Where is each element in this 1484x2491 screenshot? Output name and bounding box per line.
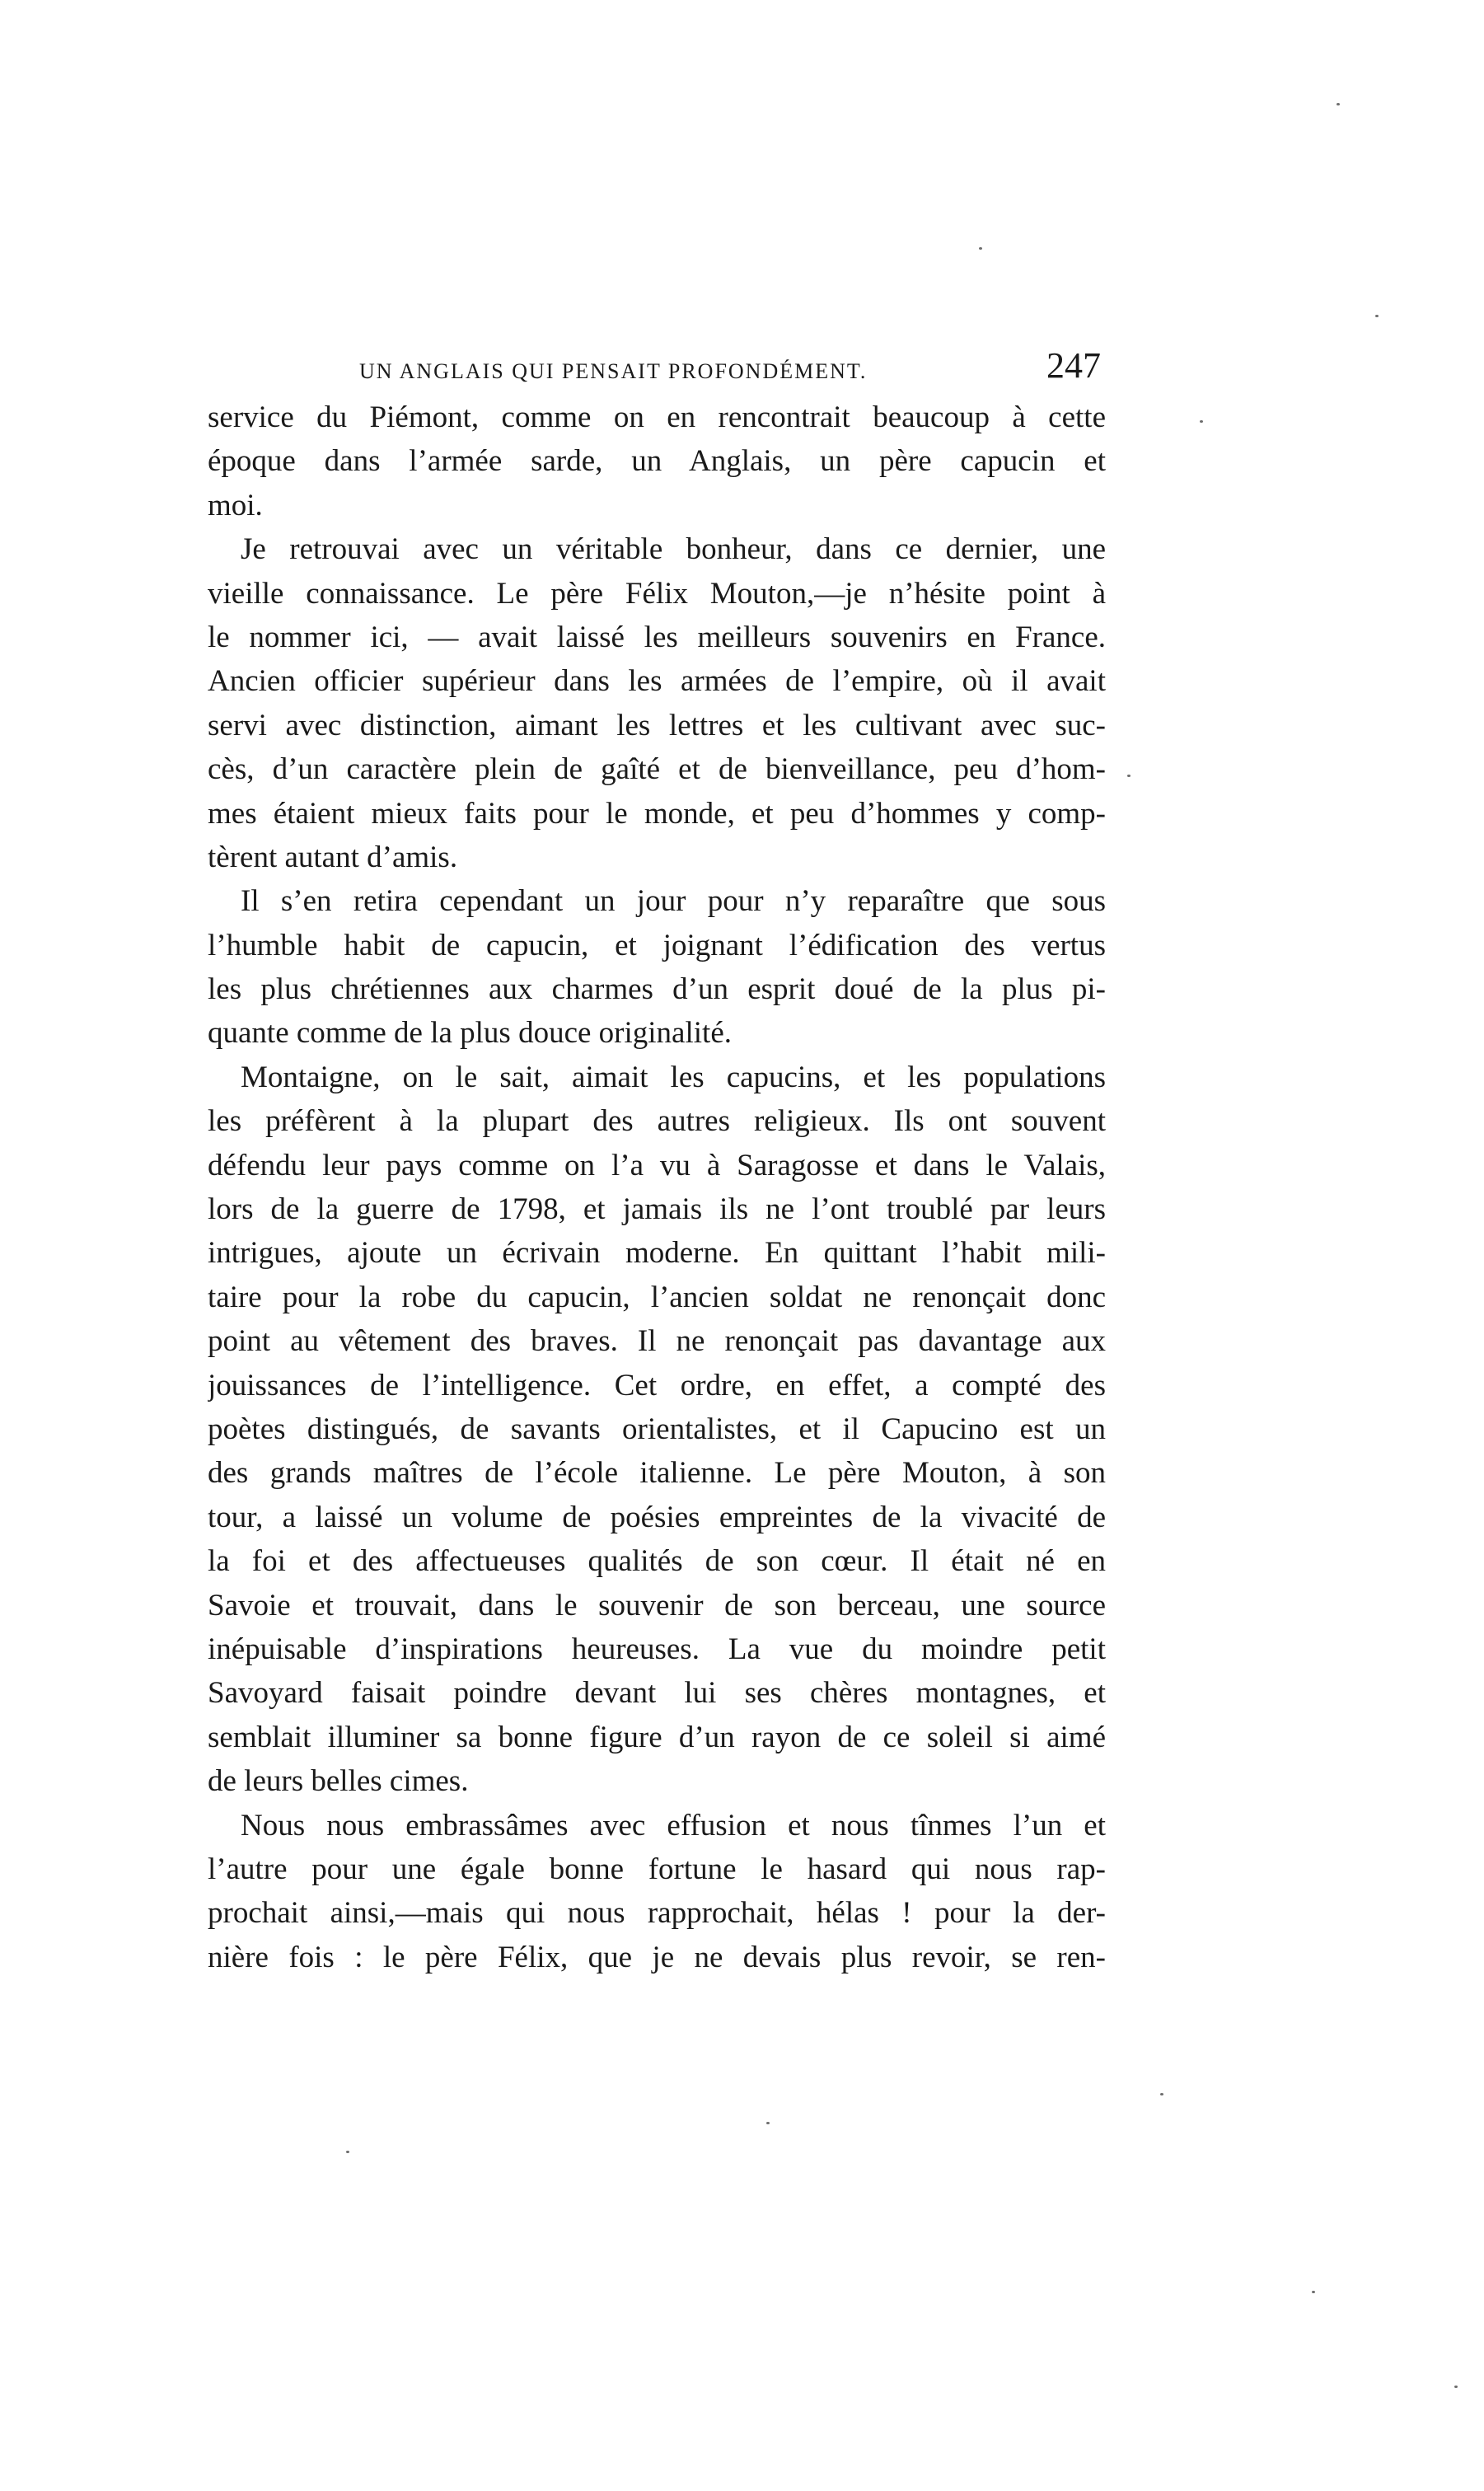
scan-speck bbox=[1337, 103, 1340, 105]
text-line: défendu leur pays comme on l’a vu à Saragosse et dans le Valais, bbox=[208, 1148, 1106, 1182]
running-head bbox=[359, 344, 1101, 394]
scan-speck bbox=[1200, 420, 1203, 423]
text-line: l’autre pour une égale bonne fortune le hasard qui nous rap- bbox=[208, 1852, 1106, 1886]
scan-speck bbox=[1375, 315, 1379, 317]
scan-speck bbox=[979, 247, 982, 250]
paragraph-first-line: Montaigne, on le sait, aimait les capucins, et les populations bbox=[241, 1060, 1106, 1094]
scan-speck bbox=[1160, 2093, 1163, 2095]
text-line: l’humble habit de capucin, et joignant l’édification des vertus bbox=[208, 928, 1106, 962]
body-text bbox=[208, 396, 1106, 1979]
text-line: nière fois : le père Félix, que je ne devais plus revoir, se ren- bbox=[208, 1940, 1106, 1974]
text-line: semblait illuminer sa bonne figure d’un rayon de ce soleil si aimé bbox=[208, 1720, 1106, 1754]
paragraph-first-line: Je retrouvai avec un véritable bonheur, dans ce dernier, une bbox=[241, 532, 1106, 567]
page-number: 247 bbox=[1046, 345, 1101, 386]
text-line: époque dans l’armée sarde, un Anglais, un père capucin et bbox=[208, 444, 1106, 479]
text-line: mes étaient mieux faits pour le monde, et peu d’hommes y comp- bbox=[208, 796, 1106, 831]
text-line: jouissances de l’intelligence. Cet ordre, en effet, a compté des bbox=[208, 1368, 1106, 1402]
text-line: servi avec distinction, aimant les lettres et les cultivant avec suc- bbox=[208, 708, 1106, 742]
text-line: tour, a laissé un volume de poésies empreintes de la vivacité de bbox=[208, 1500, 1106, 1534]
text-line: point au vêtement des braves. Il ne renonçait pas davantage aux bbox=[208, 1324, 1106, 1359]
scan-speck bbox=[346, 2151, 349, 2153]
scan-speck bbox=[766, 2122, 770, 2124]
text-line: la foi et des affectueuses qualités de son cœur. Il était né en bbox=[208, 1544, 1106, 1579]
text-line: lors de la guerre de 1798, et jamais ils ne l’ont troublé par leurs bbox=[208, 1192, 1106, 1227]
text-line: inépuisable d’inspirations heureuses. La vue du moindre petit bbox=[208, 1632, 1106, 1666]
scan-speck bbox=[1127, 775, 1131, 777]
text-line: les préfèrent à la plupart des autres religieux. Ils ont souvent bbox=[208, 1104, 1106, 1139]
text-line: Savoyard faisait poindre devant lui ses chères montagnes, et bbox=[208, 1676, 1106, 1711]
scan-speck bbox=[1454, 2386, 1458, 2388]
text-line: quante comme de la plus douce originalité. bbox=[208, 1016, 732, 1051]
running-title: UN ANGLAIS QUI PENSAIT PROFONDÉMENT. bbox=[359, 359, 868, 383]
text-line: Savoie et trouvait, dans le souvenir de son berceau, une source bbox=[208, 1588, 1106, 1622]
text-line: taire pour la robe du capucin, l’ancien soldat ne renonçait donc bbox=[208, 1280, 1106, 1314]
paragraph-first-line: Il s’en retira cependant un jour pour n’y reparaître que sous bbox=[241, 884, 1106, 919]
text-line: cès, d’un caractère plein de gaîté et de bienveillance, peu d’hom- bbox=[208, 752, 1106, 787]
text-line: intrigues, ajoute un écrivain moderne. En quittant l’habit mili- bbox=[208, 1236, 1106, 1271]
text-line: des grands maîtres de l’école italienne. Le père Mouton, à son bbox=[208, 1456, 1106, 1491]
text-line: vieille connaissance. Le père Félix Mouton,—je n’hésite point à bbox=[208, 576, 1106, 611]
text-line: poètes distingués, de savants orientalistes, et il Capucino est un bbox=[208, 1412, 1106, 1446]
paragraph-first-line: Nous nous embrassâmes avec effusion et nous tînmes l’un et bbox=[241, 1808, 1106, 1842]
text-line: moi. bbox=[208, 488, 263, 522]
text-line: le nommer ici, — avait laissé les meilleurs souvenirs en France. bbox=[208, 620, 1106, 654]
scan-speck bbox=[1312, 2291, 1315, 2293]
text-line: tèrent autant d’amis. bbox=[208, 840, 458, 874]
text-line: service du Piémont, comme on en rencontrait beaucoup à cette bbox=[208, 400, 1106, 434]
text-line: de leurs belles cimes. bbox=[208, 1764, 469, 1799]
text-line: Ancien officier supérieur dans les armées de l’empire, où il avait bbox=[208, 664, 1106, 699]
text-line: prochait ainsi,—mais qui nous rapprochait, hélas ! pour la der- bbox=[208, 1896, 1106, 1931]
text-line: les plus chrétiennes aux charmes d’un esprit doué de la plus pi- bbox=[208, 972, 1106, 1007]
